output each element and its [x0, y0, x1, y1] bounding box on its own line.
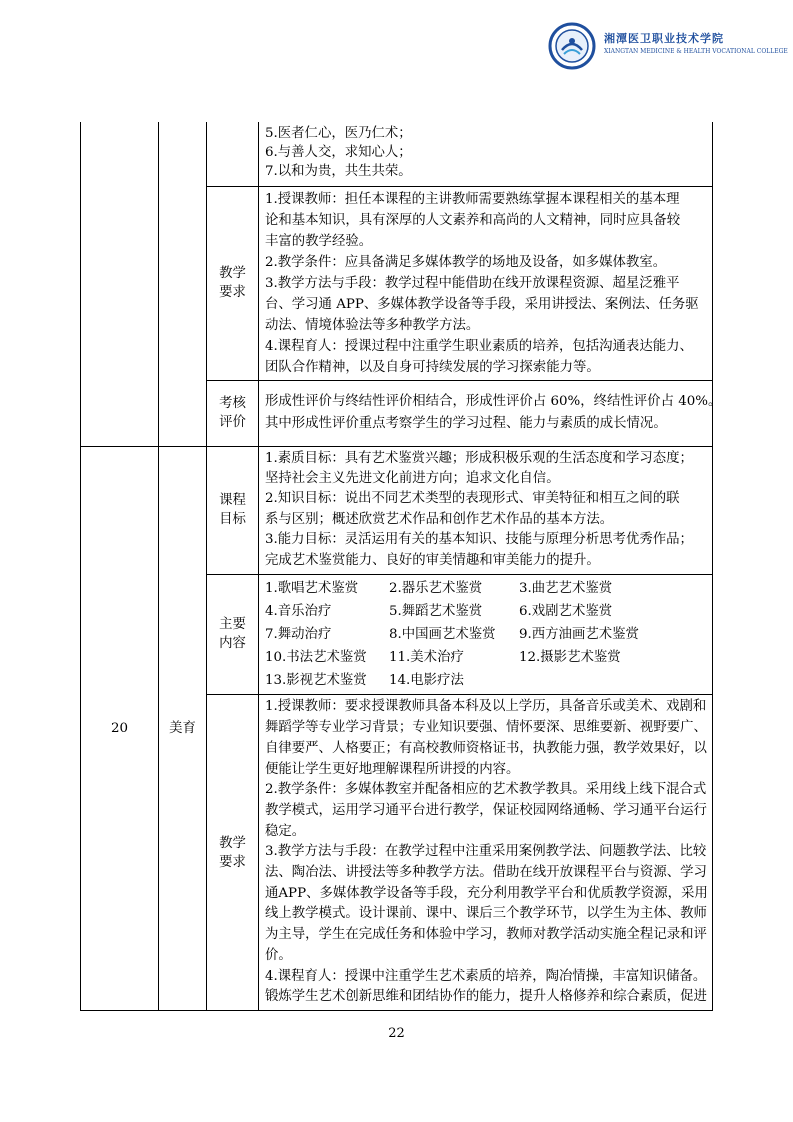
content-line: 5.医者仁心，医乃仁术；: [265, 126, 412, 141]
assessment-cell: 形成性评价与终结性评价相结合，形成性评价占 60%，终结性评价占 40%。 其中形成性评价重点考察学生的学习过程、能力与素质的成长情况。: [259, 380, 713, 446]
content-item: 14.电影疗法: [389, 673, 464, 689]
content-item: 1.歌唱艺术鉴赏: [265, 580, 359, 596]
main-content-label: 主要 内容: [207, 574, 259, 695]
prev-content-cell: [259, 122, 713, 186]
prev-course-number-cell: [81, 122, 159, 446]
table-row: [81, 122, 713, 186]
teaching-requirements-cell: 1.授课教师：要求授课教师具备本科及以上学历，具备音乐或美术、戏剧和 舞蹈学等专业学习背景；专业知识要强、情怀要深、思维要新、视野要广、 自律要严、人格要正；有高校教师资格证书，执教能力强，教学效果好，以 便能让学生更好地理解课程所讲授的内容。 2.教学条件：多媒体教室并配备相应的艺术教学教具。采用线上线下混合式 教学模式，运用学习通平台进行教学，保证校园网络通畅、学习通平台运行 稳定。 3.教学方法与手段：在教学过程中注重采用案例教学法、问题教学法、比较 法、陶冶法、讲授法等多种教学方法。借助在线开放课程平台与资源、学习 通APP、多媒体教学设备等手段，充分利用教学平台和优质教学资源，采用 线上教学模式。设计课前、课中、课后三个教学环节，以学生为主体、教师 为主导，学生在完成任务和体验中学习，教师对教学活动实施全程记录和评 价。 4.课程育人：授课中注重学生艺术素质的培养，陶冶情操，丰富知识储备。 锻炼学生艺术创新思维和团结协作的能力，提升人格修养和综合素质，促进: [259, 695, 713, 1011]
content-item: 10.书法艺术鉴赏: [265, 650, 367, 666]
curriculum-table: [80, 122, 722, 1011]
content-line: 6.与善人交，求知心人；: [265, 145, 412, 160]
content-item: 6.戏剧艺术鉴赏: [519, 603, 613, 619]
content-item: 3.曲艺艺术鉴赏: [519, 580, 613, 596]
course-number-cell: 20: [81, 446, 159, 1011]
logo-text: 湘潭医卫职业技术学院: [604, 32, 724, 45]
content-item: 4.音乐治疗: [265, 603, 332, 619]
teaching-requirements-cell: 1.授课教师：担任本课程的主讲教师需要熟练掌握本课程相关的基本理 论和基本知识，具有深厚的人文素养和高尚的人文精神，同时应具备较 丰富的教学经验。 2.教学条件：应具备满足多媒体教学的场地及设备，如多媒体教室。 3.教学方法与手段：教学过程中能借助在线开放课程资源、超星泛雅平 台、学习通 APP、多媒体教学设备等手段，采用讲授法、案例法、任务驱 动法、情境体验法等多种教学方法。 4.课程育人：授课过程中注重学生职业素质的培养，包括沟通表达能力、 团队合作精神，以及自身可持续发展的学习探索能力等。: [259, 186, 713, 380]
content-item: 13.影视艺术鉴赏: [265, 673, 367, 689]
college-logo: [548, 22, 788, 70]
assessment-label: 考核 评价: [207, 380, 259, 446]
content-item: 5.舞蹈艺术鉴赏: [389, 603, 483, 619]
course-goals-label: 课程 目标: [207, 446, 259, 574]
content-line: 7.以和为贵，共生共荣。: [265, 164, 412, 179]
content-item: 7.舞动治疗: [265, 626, 332, 642]
content-item: 11.美术治疗: [389, 650, 464, 666]
table-row: [81, 446, 713, 574]
logo-subtext: XIANGTAN MEDICINE & HEALTH VOCATIONAL COLLEGE: [604, 48, 788, 55]
content-item: 8.中国画艺术鉴赏: [389, 626, 496, 642]
teaching-requirements-label: 教学 要求: [207, 695, 259, 1011]
course-goals-cell: 1.素质目标：具有艺术鉴赏兴趣；形成积极乐观的生活态度和学习态度； 坚持社会主义先进文化前进方向；追求文化自信。 2.知识目标：说出不同艺术类型的表现形式、审美特征和相互之间的联 系与区别；概述欣赏艺术作品和创作艺术作品的基本方法。 3.能力目标：灵活运用有关的基本知识、技能与原理分析思考优秀作品； 完成艺术鉴赏能力、良好的审美情趣和审美能力的提升。: [259, 446, 713, 574]
course-name-cell: 美育: [159, 446, 207, 1011]
content-item: 2.器乐艺术鉴赏: [389, 580, 483, 596]
main-content-cell: [259, 574, 713, 695]
prev-course-name-cell: [159, 122, 207, 446]
content-item: 12.摄影艺术鉴赏: [519, 650, 621, 666]
prev-content-label-cell: [207, 122, 259, 186]
content-grid: [265, 577, 706, 693]
page-number: 22: [388, 1026, 405, 1041]
teaching-requirements-label: 教学 要求: [207, 186, 259, 380]
content-item: 9.西方油画艺术鉴赏: [519, 626, 639, 642]
college-emblem-icon: [548, 22, 596, 70]
